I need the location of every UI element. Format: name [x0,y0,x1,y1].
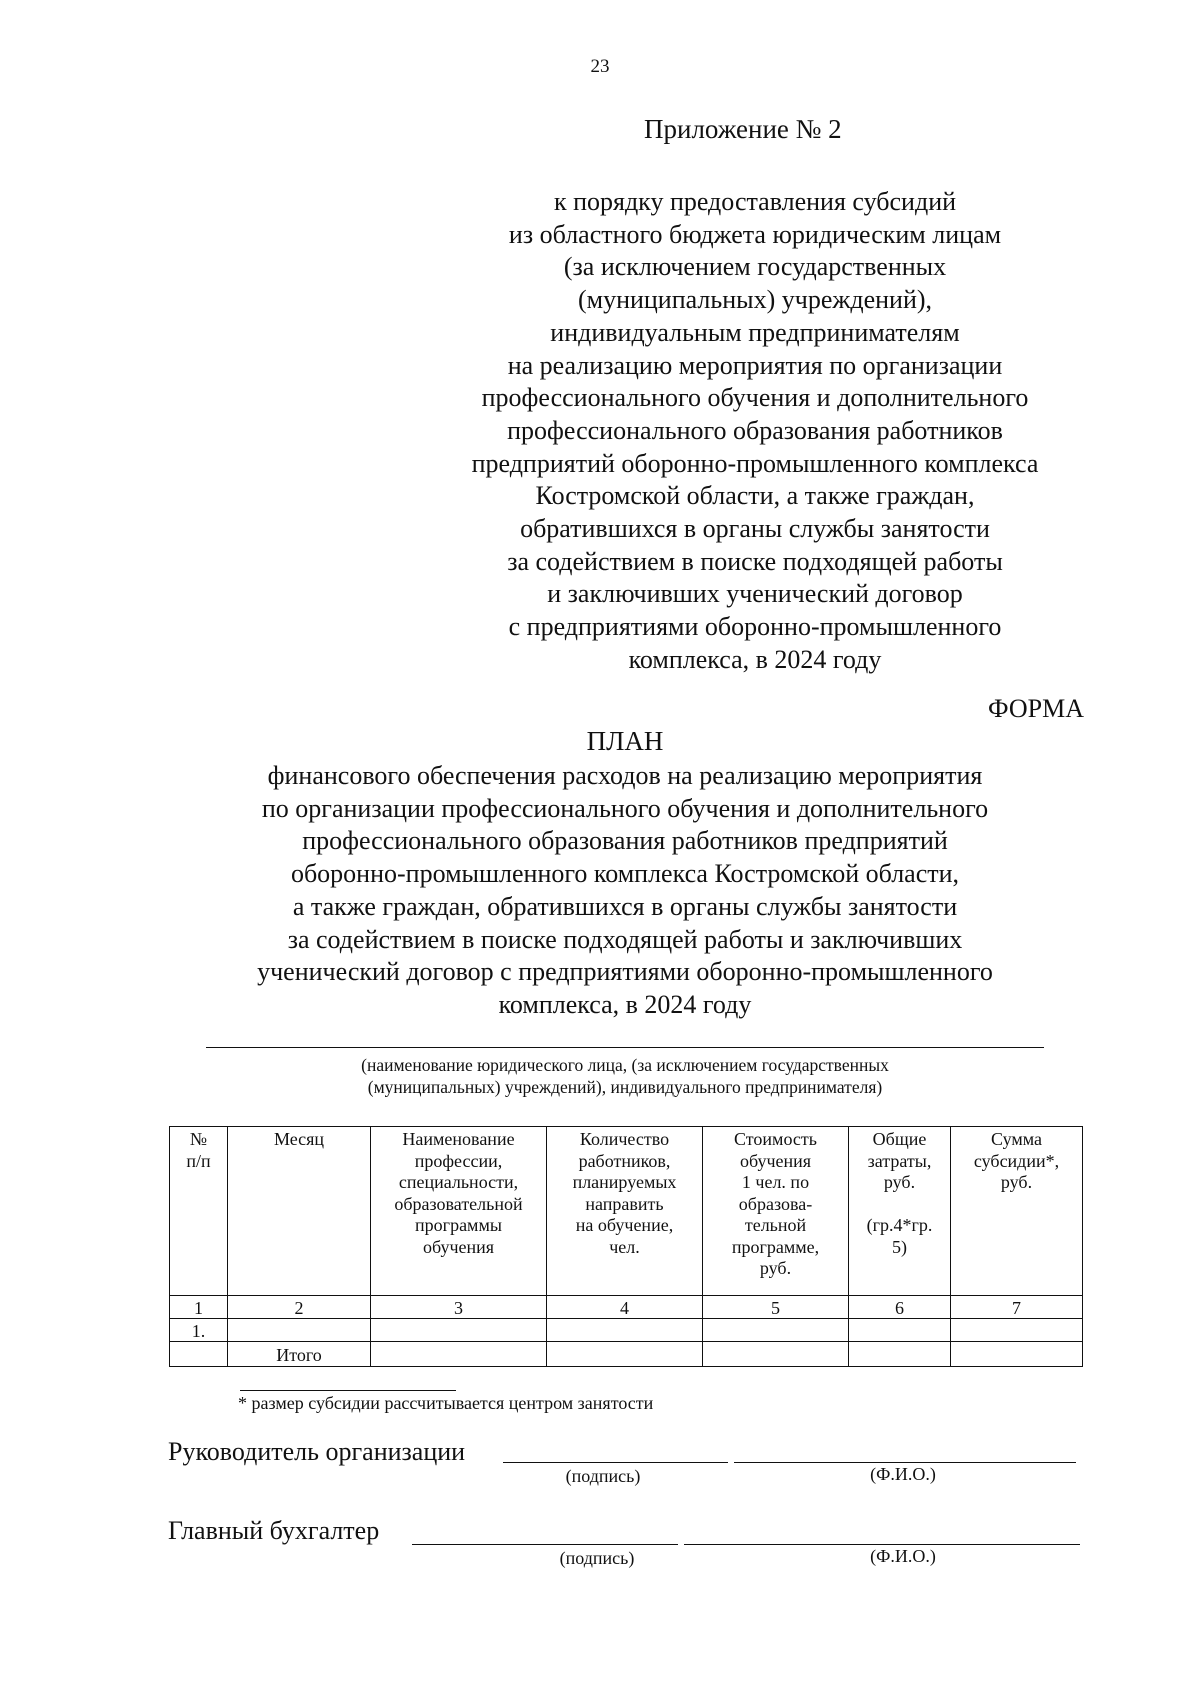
table-cell [951,1319,1083,1342]
footnote: * размер субсидии рассчитывается центром занятости [238,1393,654,1413]
table-header-row [170,1127,1083,1296]
appendix-line: профессионального обучения и дополнительного [481,383,1029,413]
plan-line: оборонно-промышленного комплекса Костромской области, [290,859,960,889]
accountant-signature-caption: (подпись) [559,1548,635,1568]
entity-name-field [206,1047,1044,1048]
appendix-line: и заключивших ученический договор [547,579,963,609]
appendix-line: (за исключением государственных [563,252,947,282]
plan-title: ПЛАН [586,726,664,756]
table-cell [849,1342,951,1367]
appendix-subtitle [430,186,1080,677]
header-cell-workers-count: Количество работников, планируемых направить на обучение, чел. [547,1127,703,1296]
entity-caption-line: (муниципальных) учреждений), индивидуального предпринимателя) [367,1077,883,1097]
entity-caption-line: (наименование юридического лица, (за исключением государственных [361,1055,889,1075]
appendix-line: предприятий оборонно-промышленного комплекса [471,448,1039,478]
plan-line: комплекса, в 2024 году [498,989,752,1019]
plan-line: за содействием в поиске подходящей работы и заключивших [287,924,963,954]
appendix-line: с предприятиями оборонно-промышленного [508,612,1002,642]
column-number: 2 [228,1296,371,1319]
accountant-name-field [684,1544,1080,1545]
header-cell-number: № п/п [170,1127,228,1296]
table-total-row [170,1342,1083,1367]
column-number: 1 [170,1296,228,1319]
plan-line: по организации профессионального обучения и дополнительного [261,793,989,823]
accountant-signature-label: Главный бухгалтер [168,1516,380,1545]
appendix-line: за содействием в поиске подходящей работы [507,546,1003,576]
header-cell-subsidy: Сумма субсидии*, руб. [951,1127,1083,1296]
head-signature-label: Руководитель организации [168,1437,466,1466]
table-cell [703,1342,849,1367]
column-number-row [170,1296,1083,1319]
column-number: 7 [951,1296,1083,1319]
column-number: 3 [371,1296,547,1319]
table-cell [547,1342,703,1367]
header-cell-cost-per-person: Стоимость обучения 1 чел. по образова- тельной программе, руб. [703,1127,849,1296]
table-cell [951,1342,1083,1367]
appendix-line: (муниципальных) учреждений), [577,285,933,315]
plan-subtitle [200,760,1050,1022]
plan-table [169,1126,1083,1367]
appendix-line: профессионального образования работников [507,415,1003,445]
table-cell [371,1319,547,1342]
page-number: 23 [590,56,610,77]
head-name-caption: (Ф.И.О.) [870,1464,936,1484]
column-number: 5 [703,1296,849,1319]
table-cell [703,1319,849,1342]
accountant-name-caption: (Ф.И.О.) [870,1546,936,1566]
column-number: 4 [547,1296,703,1319]
column-number: 6 [849,1296,951,1319]
appendix-line: комплекса, в 2024 году [628,644,882,674]
appendix-line: из областного бюджета юридическим лицам [508,219,1002,249]
table-cell [371,1342,547,1367]
appendix-line: к порядку предоставления субсидий [553,187,957,216]
appendix-line: на реализацию мероприятия по организации [507,350,1003,380]
table-cell: 1. [170,1319,228,1342]
appendix-line: обратившихся в органы службы занятости [520,514,990,544]
header-cell-month: Месяц [228,1127,371,1296]
accountant-signature-field [412,1544,678,1545]
table-cell [228,1319,371,1342]
header-cell-profession: Наименование профессии, специальности, образовательной программы обучения [371,1127,547,1296]
appendix-line: Костромской области, а также граждан, [535,481,975,511]
total-label: Итого [228,1342,371,1367]
head-signature-field [503,1462,728,1463]
appendix-line: индивидуальным предпринимателям [550,317,960,347]
table-row [170,1319,1083,1342]
footnote-divider [240,1390,456,1391]
table-cell [170,1342,228,1367]
head-name-field [734,1462,1076,1463]
plan-line: ученический договор с предприятиями оборонно-промышленного [257,957,993,987]
entity-caption [200,1054,1050,1098]
plan-line: а также граждан, обратившихся в органы службы занятости [292,891,958,921]
appendix-title: Приложение № 2 [644,114,842,144]
form-label: ФОРМА [988,694,1084,723]
table-cell [849,1319,951,1342]
plan-line: финансового обеспечения расходов на реализацию мероприятия [267,761,983,790]
table-cell [547,1319,703,1342]
plan-line: профессионального образования работников предприятий [302,826,948,856]
head-signature-caption: (подпись) [565,1466,641,1486]
header-cell-total-costs: Общие затраты, руб. (гр.4*гр. 5) [849,1127,951,1296]
